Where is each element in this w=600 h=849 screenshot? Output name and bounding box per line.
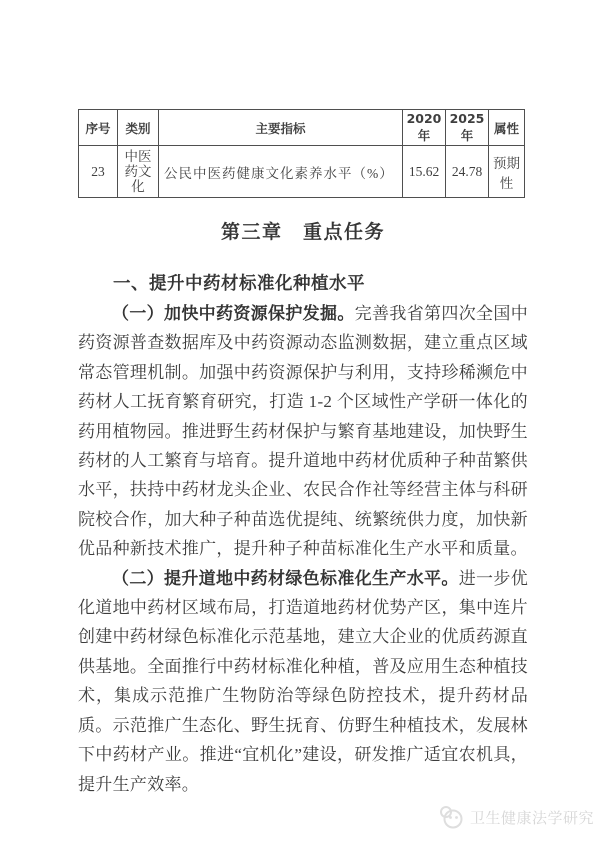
chapter-title: 第三章 重点任务 xyxy=(220,221,385,243)
paragraph-1-lead: （一）加快中药资源保护发掘。 xyxy=(112,304,355,323)
indicator-table xyxy=(78,109,525,198)
cell-serial-number: 23 xyxy=(79,146,118,198)
watermark xyxy=(438,804,594,830)
paragraph-1-body: 完善我省第四次全国中药资源普查数据库及中药资源动态监测数据，建立重点区域常态管理机制。加强中药资源保护与利用，支持珍稀濒危中药材人工抚育繁育研究，打造 1-2 个区域性产学研一体化的药用植物园。推进野生药材保护与繁育基地建设，加快野生药材的人工繁育与培育。提升道地中药材优质种子种苗繁供水平，扶持中药材龙头企业、农民合作社等经营主体与科研院校合作，加大种子种苗选优提纯、统繁统供力度，加快新优品种新技术推广，提升种子种苗标准化生产水平和质量。 xyxy=(78,304,528,559)
paragraph-2 xyxy=(78,564,528,799)
watermark-logo-icon xyxy=(438,804,466,830)
section-title: 一、提升中药材标准化种植水平 xyxy=(113,274,365,294)
cell-attribute: 预期性 xyxy=(489,146,525,198)
table-header-row xyxy=(79,110,525,146)
col-header-category: 类别 xyxy=(118,110,159,146)
col-header-serial: 序号 xyxy=(79,110,118,146)
cell-value-2025: 24.78 xyxy=(446,146,489,198)
table-row xyxy=(79,146,525,198)
paragraph-1 xyxy=(78,299,528,564)
watermark-text: 卫生健康法学研究 xyxy=(470,808,595,827)
col-header-indicator: 主要指标 xyxy=(159,110,403,146)
paragraph-2-body: 进一步优化道地中药材区域布局，打造道地药材优势产区，集中连片创建中药材绿色标准化示范基地，建立大企业的优质药源直供基地。全面推行中药材标准化种植，普及应用生态种植技术，集成示范推广生物防治等绿色防控技术，提升药材品质。示范推广生态化、野生抚育、仿野生种植技术，发展林下中药材产业。推进“宜机化”建设，研发推广适宜农机具，提升生产效率。 xyxy=(78,568,529,794)
col-header-2020: 2020 年 xyxy=(403,110,446,146)
cell-category: 中医药文化 xyxy=(118,146,159,198)
cell-value-2020: 15.62 xyxy=(403,146,446,198)
page-content xyxy=(78,0,528,799)
cell-indicator: 公民中医药健康文化素养水平（%） xyxy=(159,146,403,198)
col-header-attribute: 属性 xyxy=(489,110,525,146)
col-header-2025: 2025 年 xyxy=(446,110,489,146)
paragraph-2-lead: （二）提升道地中药材绿色标准化生产水平。 xyxy=(112,568,459,588)
